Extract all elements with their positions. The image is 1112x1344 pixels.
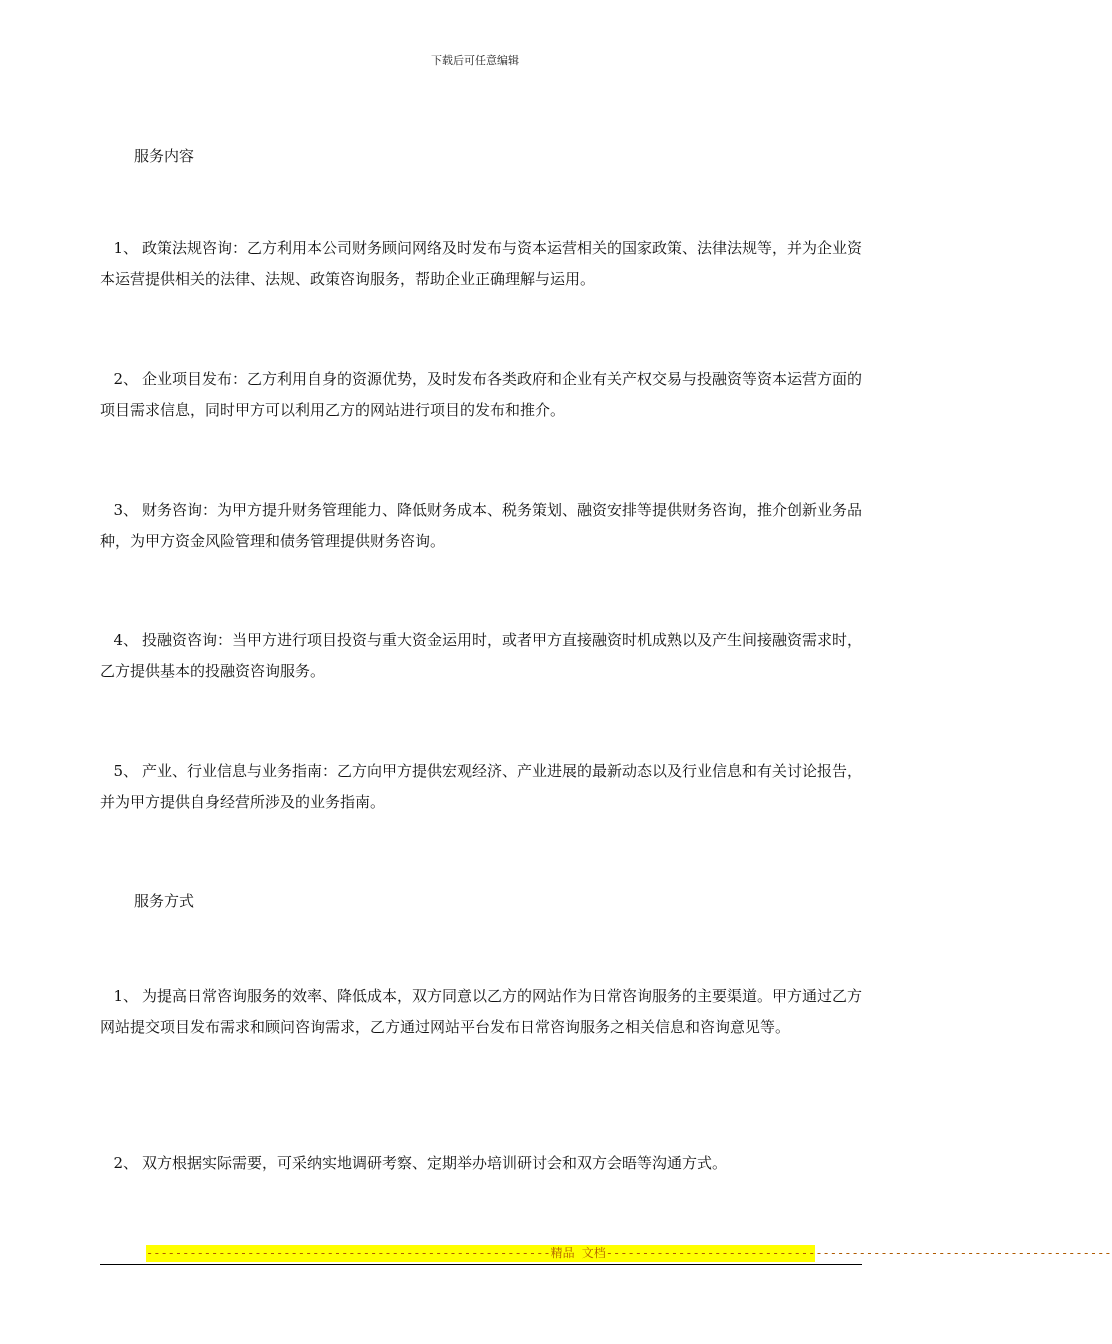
item-text: 财务咨询：为甲方提升财务管理能力、降低财务成本、税务策划、融资安排等提供财务咨询，推介创新业务品种，为甲方资金风险管理和债务管理提供财务咨询。 xyxy=(100,501,863,550)
content-item-3 xyxy=(100,495,862,557)
item-text: 投融资咨询：当甲方进行项目投资与重大资金运用时，或者甲方直接融资时机成熟以及产生间接融资需求时，乙方提供基本的投融资咨询服务。 xyxy=(100,631,863,680)
content-item-1 xyxy=(100,233,862,295)
item-text: 产业、行业信息与业务指南：乙方向甲方提供宏观经济、产业进展的最新动态以及行业信息和有关讨论报告，并为甲方提供自身经营所涉及的业务指南。 xyxy=(100,762,863,811)
content-item-2 xyxy=(100,364,862,426)
content-item-5 xyxy=(100,756,862,818)
item-number: 3、 xyxy=(113,501,138,519)
method-item-2 xyxy=(100,1148,862,1179)
item-number: 2、 xyxy=(113,370,138,388)
item-text: 为提高日常咨询服务的效率、降低成本，双方同意以乙方的网站作为日常咨询服务的主要渠道。甲方通过乙方网站提交项目发布需求和顾问咨询需求，乙方通过网站平台发布日常咨询服务之相关信息和咨询意见等。 xyxy=(100,987,863,1036)
item-number: 2、 xyxy=(113,1154,138,1172)
item-number: 1、 xyxy=(113,987,138,1005)
section-title-content: 服务内容 xyxy=(134,147,195,165)
item-text: 政策法规咨询：乙方利用本公司财务顾问网络及时发布与资本运营相关的国家政策、法律法规等，并为企业资本运营提供相关的法律、法规、政策咨询服务，帮助企业正确理解与运用。 xyxy=(100,239,863,288)
page-header-note: 下载后可任意编辑 xyxy=(431,54,519,67)
item-text: 双方根据实际需要，可采纳实地调研考察、定期举办培训研讨会和双方会晤等沟通方式。 xyxy=(142,1154,728,1172)
content-item-4 xyxy=(100,625,862,687)
item-text: 企业项目发布：乙方利用自身的资源优势，及时发布各类政府和企业有关产权交易与投融资等资本运营方面的项目需求信息，同时甲方可以利用乙方的网站进行项目的发布和推介。 xyxy=(100,370,863,419)
item-number: 4、 xyxy=(113,631,138,649)
item-number: 5、 xyxy=(113,762,138,780)
footer-divider xyxy=(100,1264,862,1265)
footer-banner: --------------------------------------------------------精品 文档---------------------------------------------------------------------- xyxy=(146,1246,1112,1260)
method-item-1 xyxy=(100,981,862,1043)
section-title-method: 服务方式 xyxy=(134,892,195,910)
item-number: 1、 xyxy=(113,239,138,257)
